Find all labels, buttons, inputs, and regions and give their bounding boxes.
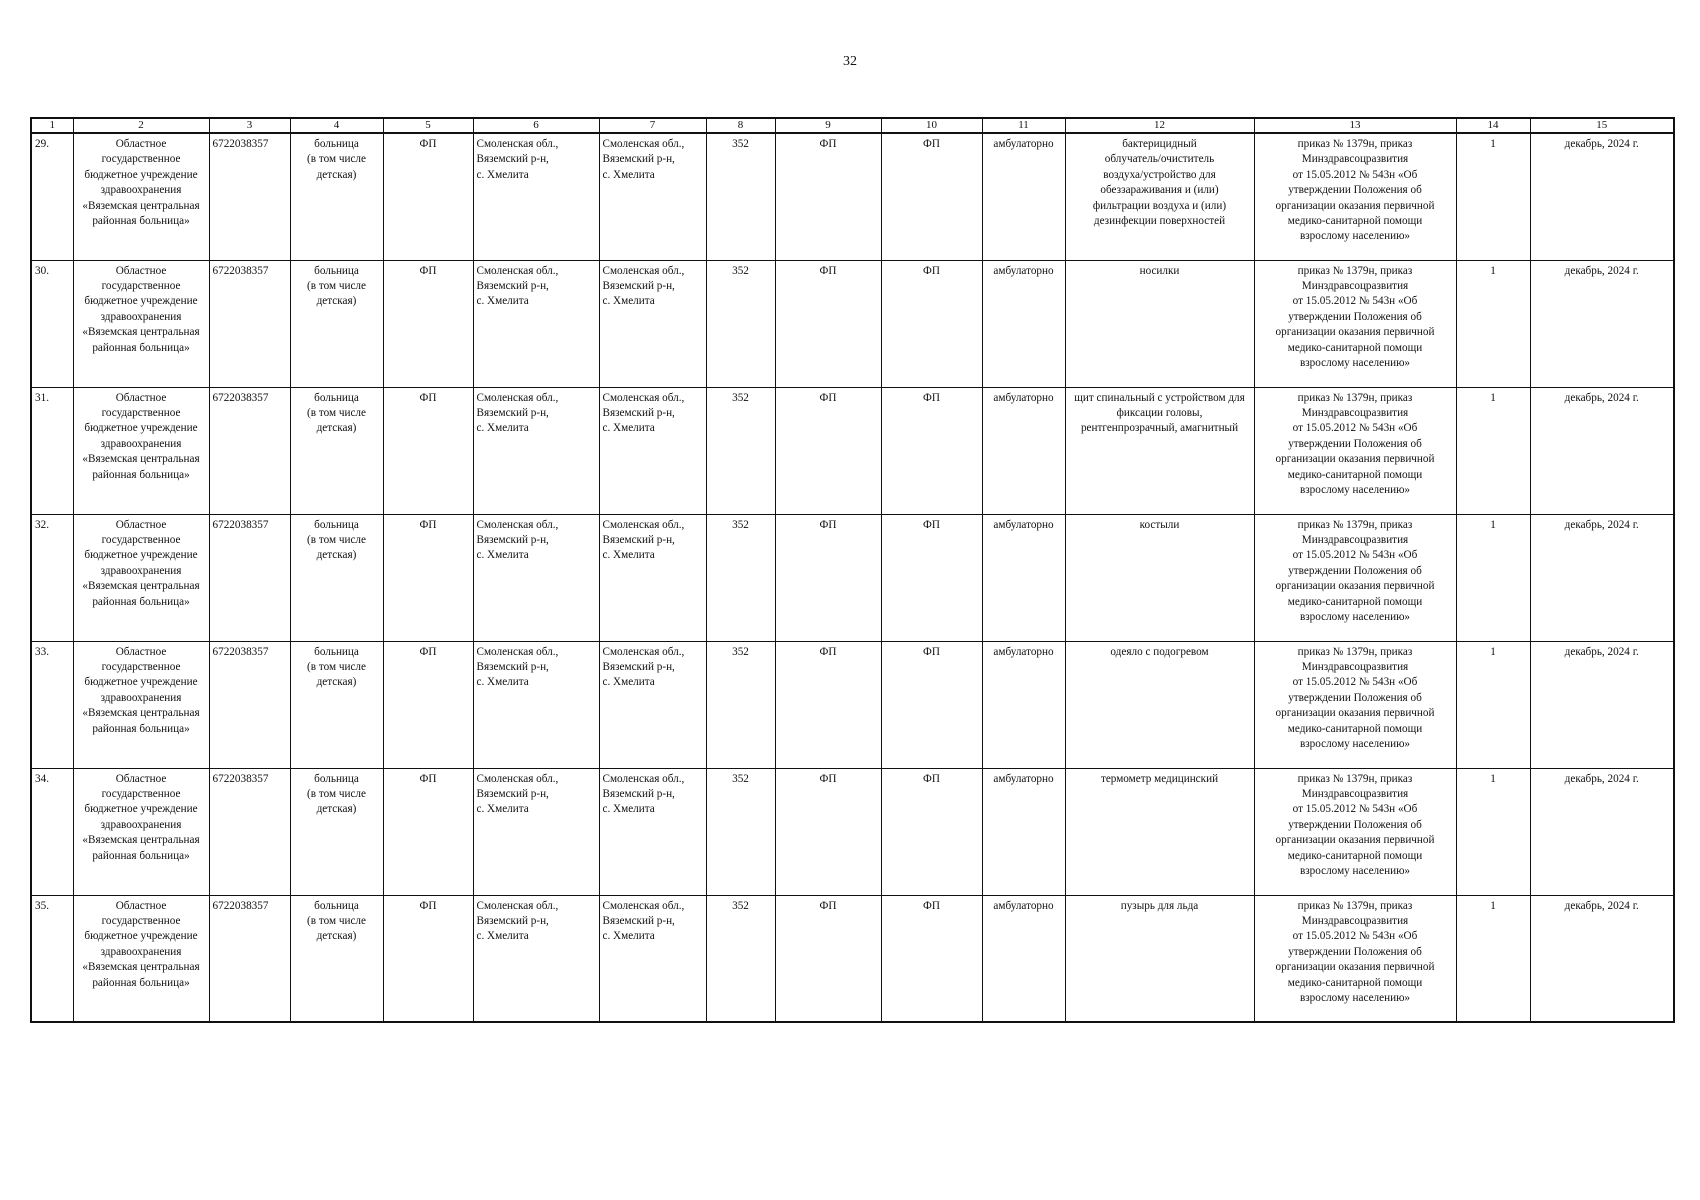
organization-cell: Областное государственное бюджетное учреждение здравоохранения «Вяземская центральная районная больница» — [73, 260, 209, 387]
row-number-cell: 30. — [31, 260, 73, 387]
column-number-8: 8 — [706, 118, 775, 133]
code-cell: 352 — [706, 387, 775, 514]
unit-type-cell: ФП — [383, 514, 473, 641]
inn-cell: 6722038357 — [209, 768, 290, 895]
facility-type-cell: больница (в том числе детская) — [290, 768, 383, 895]
location-cell: Смоленская обл., Вяземский р-н, с. Хмелита — [599, 387, 706, 514]
legal-basis-cell: приказ № 1379н, приказ Минздравсоцразвития от 15.05.2012 № 543н «Об утверждении Положения об организации оказания первичной медико-санитарной помощи взрослому населению» — [1254, 895, 1456, 1022]
equipment-cell: щит спинальный с устройством для фиксации головы, рентгенпрозрачный, амагнитный — [1065, 387, 1254, 514]
legal-basis-cell: приказ № 1379н, приказ Минздравсоцразвития от 15.05.2012 № 543н «Об утверждении Положения об организации оказания первичной медико-санитарной помощи взрослому населению» — [1254, 387, 1456, 514]
address-cell: Смоленская обл., Вяземский р-н, с. Хмелита — [473, 387, 599, 514]
unit-name-cell: ФП — [775, 387, 881, 514]
code-cell: 352 — [706, 768, 775, 895]
column-number-5: 5 — [383, 118, 473, 133]
table-row — [31, 895, 1674, 1022]
column-number-15: 15 — [1530, 118, 1674, 133]
unit-name-cell: ФП — [775, 133, 881, 260]
row-number-cell: 33. — [31, 641, 73, 768]
facility-type-cell: больница (в том числе детская) — [290, 895, 383, 1022]
organization-cell: Областное государственное бюджетное учреждение здравоохранения «Вяземская центральная районная больница» — [73, 641, 209, 768]
organization-cell: Областное государственное бюджетное учреждение здравоохранения «Вяземская центральная районная больница» — [73, 133, 209, 260]
unit-profile-cell: ФП — [881, 387, 982, 514]
inn-cell: 6722038357 — [209, 387, 290, 514]
equipment-cell: бактерицидный облучатель/очиститель воздуха/устройство для обеззараживания и (или) фильтрации воздуха и (или) дезинфекции поверхностей — [1065, 133, 1254, 260]
facility-type-cell: больница (в том числе детская) — [290, 260, 383, 387]
deadline-cell: декабрь, 2024 г. — [1530, 260, 1674, 387]
table-row — [31, 768, 1674, 895]
table-row — [31, 133, 1674, 260]
column-number-14: 14 — [1456, 118, 1530, 133]
equipment-cell: пузырь для льда — [1065, 895, 1254, 1022]
organization-cell: Областное государственное бюджетное учреждение здравоохранения «Вяземская центральная районная больница» — [73, 895, 209, 1022]
unit-profile-cell: ФП — [881, 514, 982, 641]
column-number-12: 12 — [1065, 118, 1254, 133]
column-number-11: 11 — [982, 118, 1065, 133]
column-number-4: 4 — [290, 118, 383, 133]
quantity-cell: 1 — [1456, 387, 1530, 514]
address-cell: Смоленская обл., Вяземский р-н, с. Хмелита — [473, 133, 599, 260]
column-number-9: 9 — [775, 118, 881, 133]
location-cell: Смоленская обл., Вяземский р-н, с. Хмелита — [599, 768, 706, 895]
inn-cell: 6722038357 — [209, 514, 290, 641]
table-body — [31, 133, 1674, 1022]
equipment-cell: носилки — [1065, 260, 1254, 387]
quantity-cell: 1 — [1456, 514, 1530, 641]
table-row — [31, 260, 1674, 387]
inn-cell: 6722038357 — [209, 641, 290, 768]
table-row — [31, 641, 1674, 768]
code-cell: 352 — [706, 133, 775, 260]
care-mode-cell: амбулаторно — [982, 514, 1065, 641]
row-number-cell: 29. — [31, 133, 73, 260]
care-mode-cell: амбулаторно — [982, 387, 1065, 514]
unit-name-cell: ФП — [775, 641, 881, 768]
column-number-1: 1 — [31, 118, 73, 133]
equipment-cell: костыли — [1065, 514, 1254, 641]
location-cell: Смоленская обл., Вяземский р-н, с. Хмелита — [599, 895, 706, 1022]
deadline-cell: декабрь, 2024 г. — [1530, 514, 1674, 641]
care-mode-cell: амбулаторно — [982, 641, 1065, 768]
facility-type-cell: больница (в том числе детская) — [290, 514, 383, 641]
location-cell: Смоленская обл., Вяземский р-н, с. Хмелита — [599, 514, 706, 641]
care-mode-cell: амбулаторно — [982, 768, 1065, 895]
address-cell: Смоленская обл., Вяземский р-н, с. Хмелита — [473, 514, 599, 641]
column-number-row — [31, 118, 1674, 133]
unit-profile-cell: ФП — [881, 133, 982, 260]
location-cell: Смоленская обл., Вяземский р-н, с. Хмелита — [599, 641, 706, 768]
unit-name-cell: ФП — [775, 260, 881, 387]
code-cell: 352 — [706, 260, 775, 387]
quantity-cell: 1 — [1456, 768, 1530, 895]
unit-type-cell: ФП — [383, 387, 473, 514]
facility-type-cell: больница (в том числе детская) — [290, 641, 383, 768]
unit-type-cell: ФП — [383, 260, 473, 387]
unit-type-cell: ФП — [383, 133, 473, 260]
care-mode-cell: амбулаторно — [982, 260, 1065, 387]
unit-name-cell: ФП — [775, 895, 881, 1022]
legal-basis-cell: приказ № 1379н, приказ Минздравсоцразвития от 15.05.2012 № 543н «Об утверждении Положения об организации оказания первичной медико-санитарной помощи взрослому населению» — [1254, 133, 1456, 260]
deadline-cell: декабрь, 2024 г. — [1530, 641, 1674, 768]
legal-basis-cell: приказ № 1379н, приказ Минздравсоцразвития от 15.05.2012 № 543н «Об утверждении Положения об организации оказания первичной медико-санитарной помощи взрослому населению» — [1254, 514, 1456, 641]
inn-cell: 6722038357 — [209, 895, 290, 1022]
column-number-6: 6 — [473, 118, 599, 133]
column-number-3: 3 — [209, 118, 290, 133]
quantity-cell: 1 — [1456, 260, 1530, 387]
unit-type-cell: ФП — [383, 768, 473, 895]
address-cell: Смоленская обл., Вяземский р-н, с. Хмелита — [473, 641, 599, 768]
legal-basis-cell: приказ № 1379н, приказ Минздравсоцразвития от 15.05.2012 № 543н «Об утверждении Положения об организации оказания первичной медико-санитарной помощи взрослому населению» — [1254, 641, 1456, 768]
column-number-10: 10 — [881, 118, 982, 133]
unit-type-cell: ФП — [383, 641, 473, 768]
equipment-cell: термометр медицинский — [1065, 768, 1254, 895]
quantity-cell: 1 — [1456, 641, 1530, 768]
location-cell: Смоленская обл., Вяземский р-н, с. Хмелита — [599, 133, 706, 260]
table-row — [31, 387, 1674, 514]
location-cell: Смоленская обл., Вяземский р-н, с. Хмелита — [599, 260, 706, 387]
care-mode-cell: амбулаторно — [982, 133, 1065, 260]
legal-basis-cell: приказ № 1379н, приказ Минздравсоцразвития от 15.05.2012 № 543н «Об утверждении Положения об организации оказания первичной медико-санитарной помощи взрослому населению» — [1254, 768, 1456, 895]
code-cell: 352 — [706, 895, 775, 1022]
unit-profile-cell: ФП — [881, 895, 982, 1022]
inn-cell: 6722038357 — [209, 133, 290, 260]
column-number-7: 7 — [599, 118, 706, 133]
row-number-cell: 32. — [31, 514, 73, 641]
quantity-cell: 1 — [1456, 895, 1530, 1022]
quantity-cell: 1 — [1456, 133, 1530, 260]
table-row — [31, 514, 1674, 641]
address-cell: Смоленская обл., Вяземский р-н, с. Хмелита — [473, 768, 599, 895]
deadline-cell: декабрь, 2024 г. — [1530, 768, 1674, 895]
column-number-2: 2 — [73, 118, 209, 133]
inn-cell: 6722038357 — [209, 260, 290, 387]
row-number-cell: 35. — [31, 895, 73, 1022]
legal-basis-cell: приказ № 1379н, приказ Минздравсоцразвития от 15.05.2012 № 543н «Об утверждении Положения об организации оказания первичной медико-санитарной помощи взрослому населению» — [1254, 260, 1456, 387]
facility-type-cell: больница (в том числе детская) — [290, 133, 383, 260]
organization-cell: Областное государственное бюджетное учреждение здравоохранения «Вяземская центральная районная больница» — [73, 514, 209, 641]
care-mode-cell: амбулаторно — [982, 895, 1065, 1022]
address-cell: Смоленская обл., Вяземский р-н, с. Хмелита — [473, 895, 599, 1022]
row-number-cell: 31. — [31, 387, 73, 514]
equipment-cell: одеяло с подогревом — [1065, 641, 1254, 768]
organization-cell: Областное государственное бюджетное учреждение здравоохранения «Вяземская центральная районная больница» — [73, 768, 209, 895]
code-cell: 352 — [706, 641, 775, 768]
unit-name-cell: ФП — [775, 514, 881, 641]
unit-type-cell: ФП — [383, 895, 473, 1022]
facility-type-cell: больница (в том числе детская) — [290, 387, 383, 514]
unit-profile-cell: ФП — [881, 768, 982, 895]
unit-name-cell: ФП — [775, 768, 881, 895]
unit-profile-cell: ФП — [881, 641, 982, 768]
unit-profile-cell: ФП — [881, 260, 982, 387]
code-cell: 352 — [706, 514, 775, 641]
page-number: 32 — [843, 54, 857, 69]
organization-cell: Областное государственное бюджетное учреждение здравоохранения «Вяземская центральная районная больница» — [73, 387, 209, 514]
equipment-register-table — [30, 117, 1675, 1023]
address-cell: Смоленская обл., Вяземский р-н, с. Хмелита — [473, 260, 599, 387]
column-number-13: 13 — [1254, 118, 1456, 133]
row-number-cell: 34. — [31, 768, 73, 895]
deadline-cell: декабрь, 2024 г. — [1530, 895, 1674, 1022]
deadline-cell: декабрь, 2024 г. — [1530, 387, 1674, 514]
deadline-cell: декабрь, 2024 г. — [1530, 133, 1674, 260]
